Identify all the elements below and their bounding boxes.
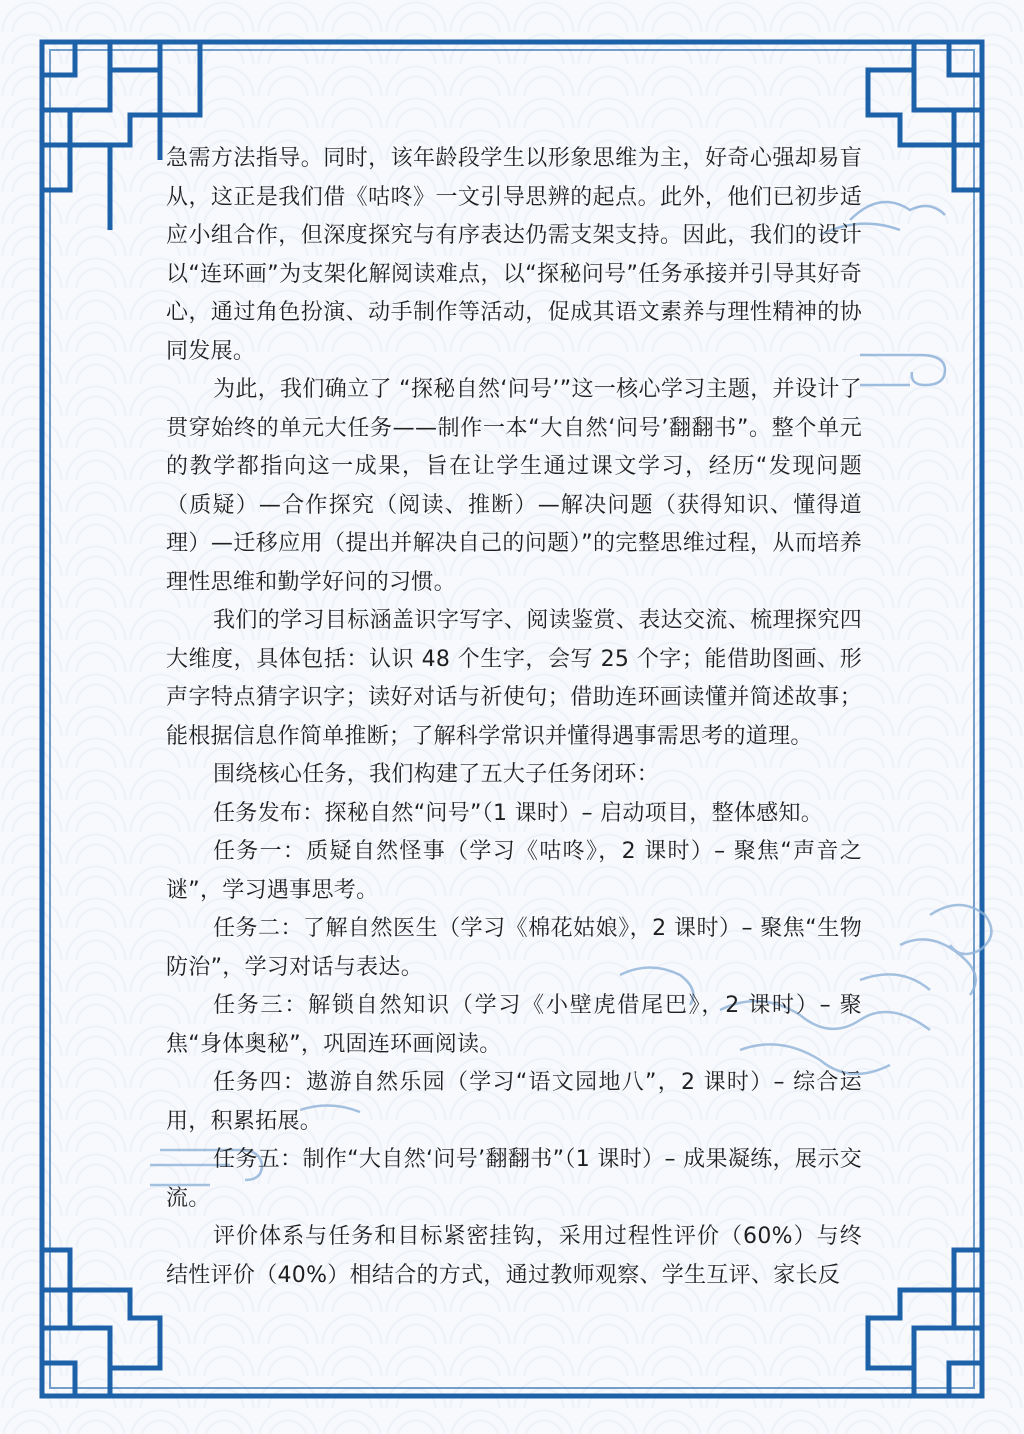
- task-item: 任务一：质疑自然怪事（学习《咕咚》，2 课时）– 聚焦“声音之谜”，学习遇事思考。: [166, 839, 862, 903]
- task-item: 任务三：解锁自然知识（学习《小壁虎借尾巴》，2 课时）– 聚焦“身体奥秘”，巩固连环画阅读。: [166, 993, 862, 1057]
- task-item: 任务四：遨游自然乐园（学习“语文园地八”，2 课时）– 综合运用，积累拓展。: [166, 1070, 862, 1134]
- corner-fret-top-right: [868, 42, 982, 190]
- paragraph: 为此，我们确立了 “探秘自然‘问号’”这一核心学习主题，并设计了贯穿始终的单元大任务——制作一本“大自然‘问号’翻翻书”。整个单元的教学都指向这一成果，旨在让学生通过课文学习，经历“发现问题（质疑）—合作探究（阅读、推断）—解决问题（获得知识、懂得道理）—迁移应用（提出并解决自己的问题）”的完整思维过程，从而培养理性思维和勤学好问的习惯。: [166, 377, 862, 595]
- task-item: 任务发布：探秘自然“问号”（1 课时）– 启动项目，整体感知。: [213, 800, 824, 826]
- corner-fret-bottom-left: [42, 1250, 160, 1396]
- document-body: [166, 140, 862, 1295]
- paragraph: 评价体系与任务和目标紧密挂钩，采用过程性评价（60%）与终结性评价（40%）相结合的方式，通过教师观察、学生互评、家长反: [166, 1224, 862, 1288]
- corner-fret-bottom-right: [868, 1250, 982, 1396]
- task-item: 任务五：制作“大自然‘问号’翻翻书”（1 课时）– 成果凝练，展示交流。: [166, 1147, 862, 1211]
- paragraph: 我们的学习目标涵盖识字写字、阅读鉴赏、表达交流、梳理探究四大维度，具体包括：认识 48 个生字，会写 25 个字；能借助图画、形声字特点猜字识字；读好对话与祈使句；借助连环画读懂并简述故事；能根据信息作简单推断；了解科学常识并懂得遇事需思考的道理。: [166, 608, 862, 749]
- paragraph: 围绕核心任务，我们构建了五大子任务闭环：: [213, 762, 660, 787]
- paragraph: 急需方法指导。同时，该年龄段学生以形象思维为主，好奇心强却易盲从，这正是我们借《咕咚》一文引导思辨的起点。此外，他们已初步适应小组合作，但深度探究与有序表达仍需支架支持。因此，我们的设计以“连环画”为支架化解阅读难点，以“探秘问号”任务承接并引导其好奇心，通过角色扮演、动手制作等活动，促成其语文素养与理性精神的协同发展。: [166, 146, 862, 364]
- task-item: 任务二：了解自然医生（学习《棉花姑娘》，2 课时）– 聚焦“生物防治”，学习对话与表达。: [166, 916, 862, 980]
